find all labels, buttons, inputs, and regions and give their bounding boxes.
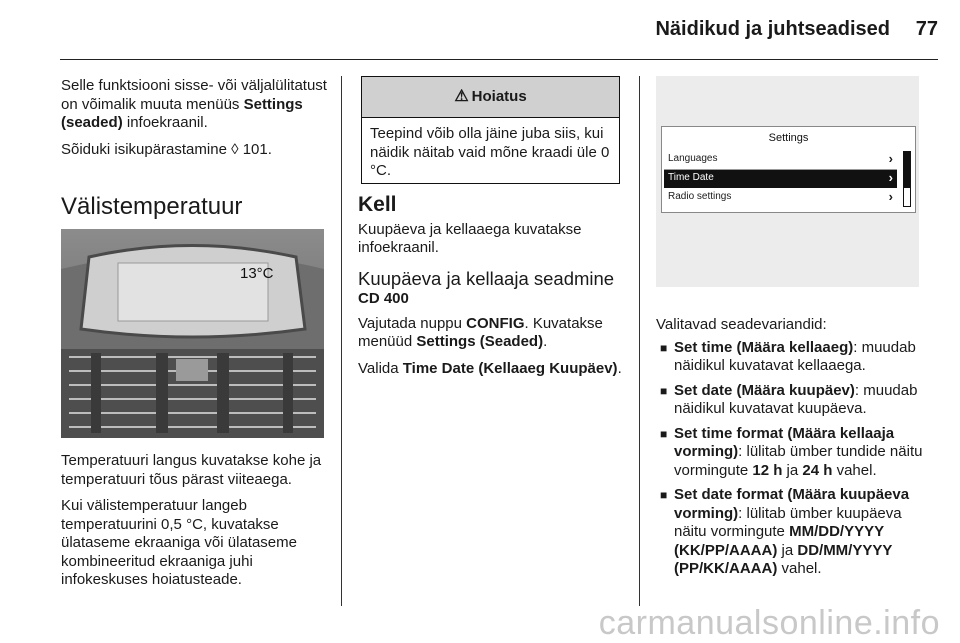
paragraph: Temperatuuri langus kuvatakse kohe ja temperatuuri tõus pärast viiteaega. — [61, 452, 322, 488]
options-list — [656, 339, 924, 579]
cross-reference[interactable]: Sõiduki isikupärastamine ◊ 101. — [61, 140, 272, 158]
screen-menu-item: Languages › — [664, 151, 897, 170]
page-number: 77 — [915, 18, 938, 40]
screen-title: Settings — [768, 132, 809, 144]
list-item: ■ Set date (Määra kuupäev): muudab näidikul kuvatavat kuupäeva. — [660, 381, 918, 417]
list-item: ■ Set time format (Määra kellaaja vorming): lülitab ümber tundide näitu vormingute 12 h ja 24 h vahel. — [660, 424, 923, 479]
warning-triangle-icon: ⚠ — [454, 88, 469, 105]
section-title-clock: Kell — [358, 193, 397, 216]
screen-scrollbar — [903, 151, 911, 207]
settings-screen-image — [656, 76, 919, 287]
section-title-outside-temperature: Välistemperatuur — [61, 193, 243, 220]
screen-menu-item-selected: Time Date › — [664, 170, 897, 188]
subsection-model: CD 400 — [358, 290, 409, 307]
list-item: ■ Set date format (Määra kuupäeva vorming): lülitab ümber kuupäeva näitu vormingute MM/DD/YYYY (KK/PP/AAAA) ja DD/MM/YYYY (PP/KK/AAAA) vahel. — [660, 486, 910, 577]
header-title: Näidikud ja juhtseadised — [655, 18, 890, 40]
right-column — [656, 316, 924, 585]
scrollbar-thumb — [904, 152, 910, 188]
warning-text: Teepind võib olla jäine juba siis, kui näidik näitab vaid mõne kraadi üle 0 °C. — [370, 125, 610, 179]
instrument-cluster-image — [61, 229, 324, 438]
column-divider-1 — [341, 76, 342, 606]
page-header — [0, 0, 960, 60]
paragraph: Valida Time Date (Kellaaeg Kuupäev). — [358, 359, 622, 377]
warning-header: ⚠ Hoiatus — [362, 77, 619, 118]
left-column-lower — [61, 452, 329, 598]
temperature-readout: 13°C — [240, 265, 274, 282]
left-column — [61, 77, 329, 167]
screen-menu-item: Radio settings › — [668, 189, 893, 204]
chevron-right-icon: › — [888, 189, 893, 204]
column-divider-2 — [639, 76, 640, 606]
reference-arrow-icon: ◊ — [231, 140, 239, 158]
subsection-title: Kuupäeva ja kellaaja seadmine — [358, 267, 615, 289]
warning-box — [361, 76, 620, 184]
watermark: carmanualsonline.info — [598, 604, 940, 642]
chevron-right-icon: › — [888, 151, 893, 166]
paragraph: Kui välistemperatuur langeb temperatuurini 0,5 °C, kuvatakse ülataseme ekraaniga või ülataseme kombineeritud ekraaniga juhi infokeskuses hoiatusteade. — [61, 497, 297, 588]
paragraph: Vajutada nuppu CONFIG. Kuvatakse menüüd Settings (Seaded). — [358, 314, 603, 350]
bullet-square-icon: ■ — [660, 426, 668, 441]
settings-screen — [661, 126, 916, 213]
bullet-square-icon: ■ — [660, 383, 668, 398]
paragraph: Kuupäeva ja kellaaega kuvatakse infoekraanil. — [358, 220, 582, 256]
bullet-square-icon: ■ — [660, 340, 668, 355]
bullet-square-icon: ■ — [660, 488, 668, 502]
intro-paragraph: Selle funktsiooni sisse- või väljalülitatust on võimalik muuta menüüs Settings (seaded) infoekraanil. — [61, 77, 327, 131]
middle-column — [358, 193, 628, 386]
header-rule — [60, 59, 938, 60]
chevron-right-icon: › — [888, 170, 893, 185]
list-item: ■ Set time (Määra kellaaeg): muudab näidikul kuvatavat kellaaega. — [660, 338, 916, 374]
options-intro: Valitavad seadevariandid: — [656, 316, 827, 333]
